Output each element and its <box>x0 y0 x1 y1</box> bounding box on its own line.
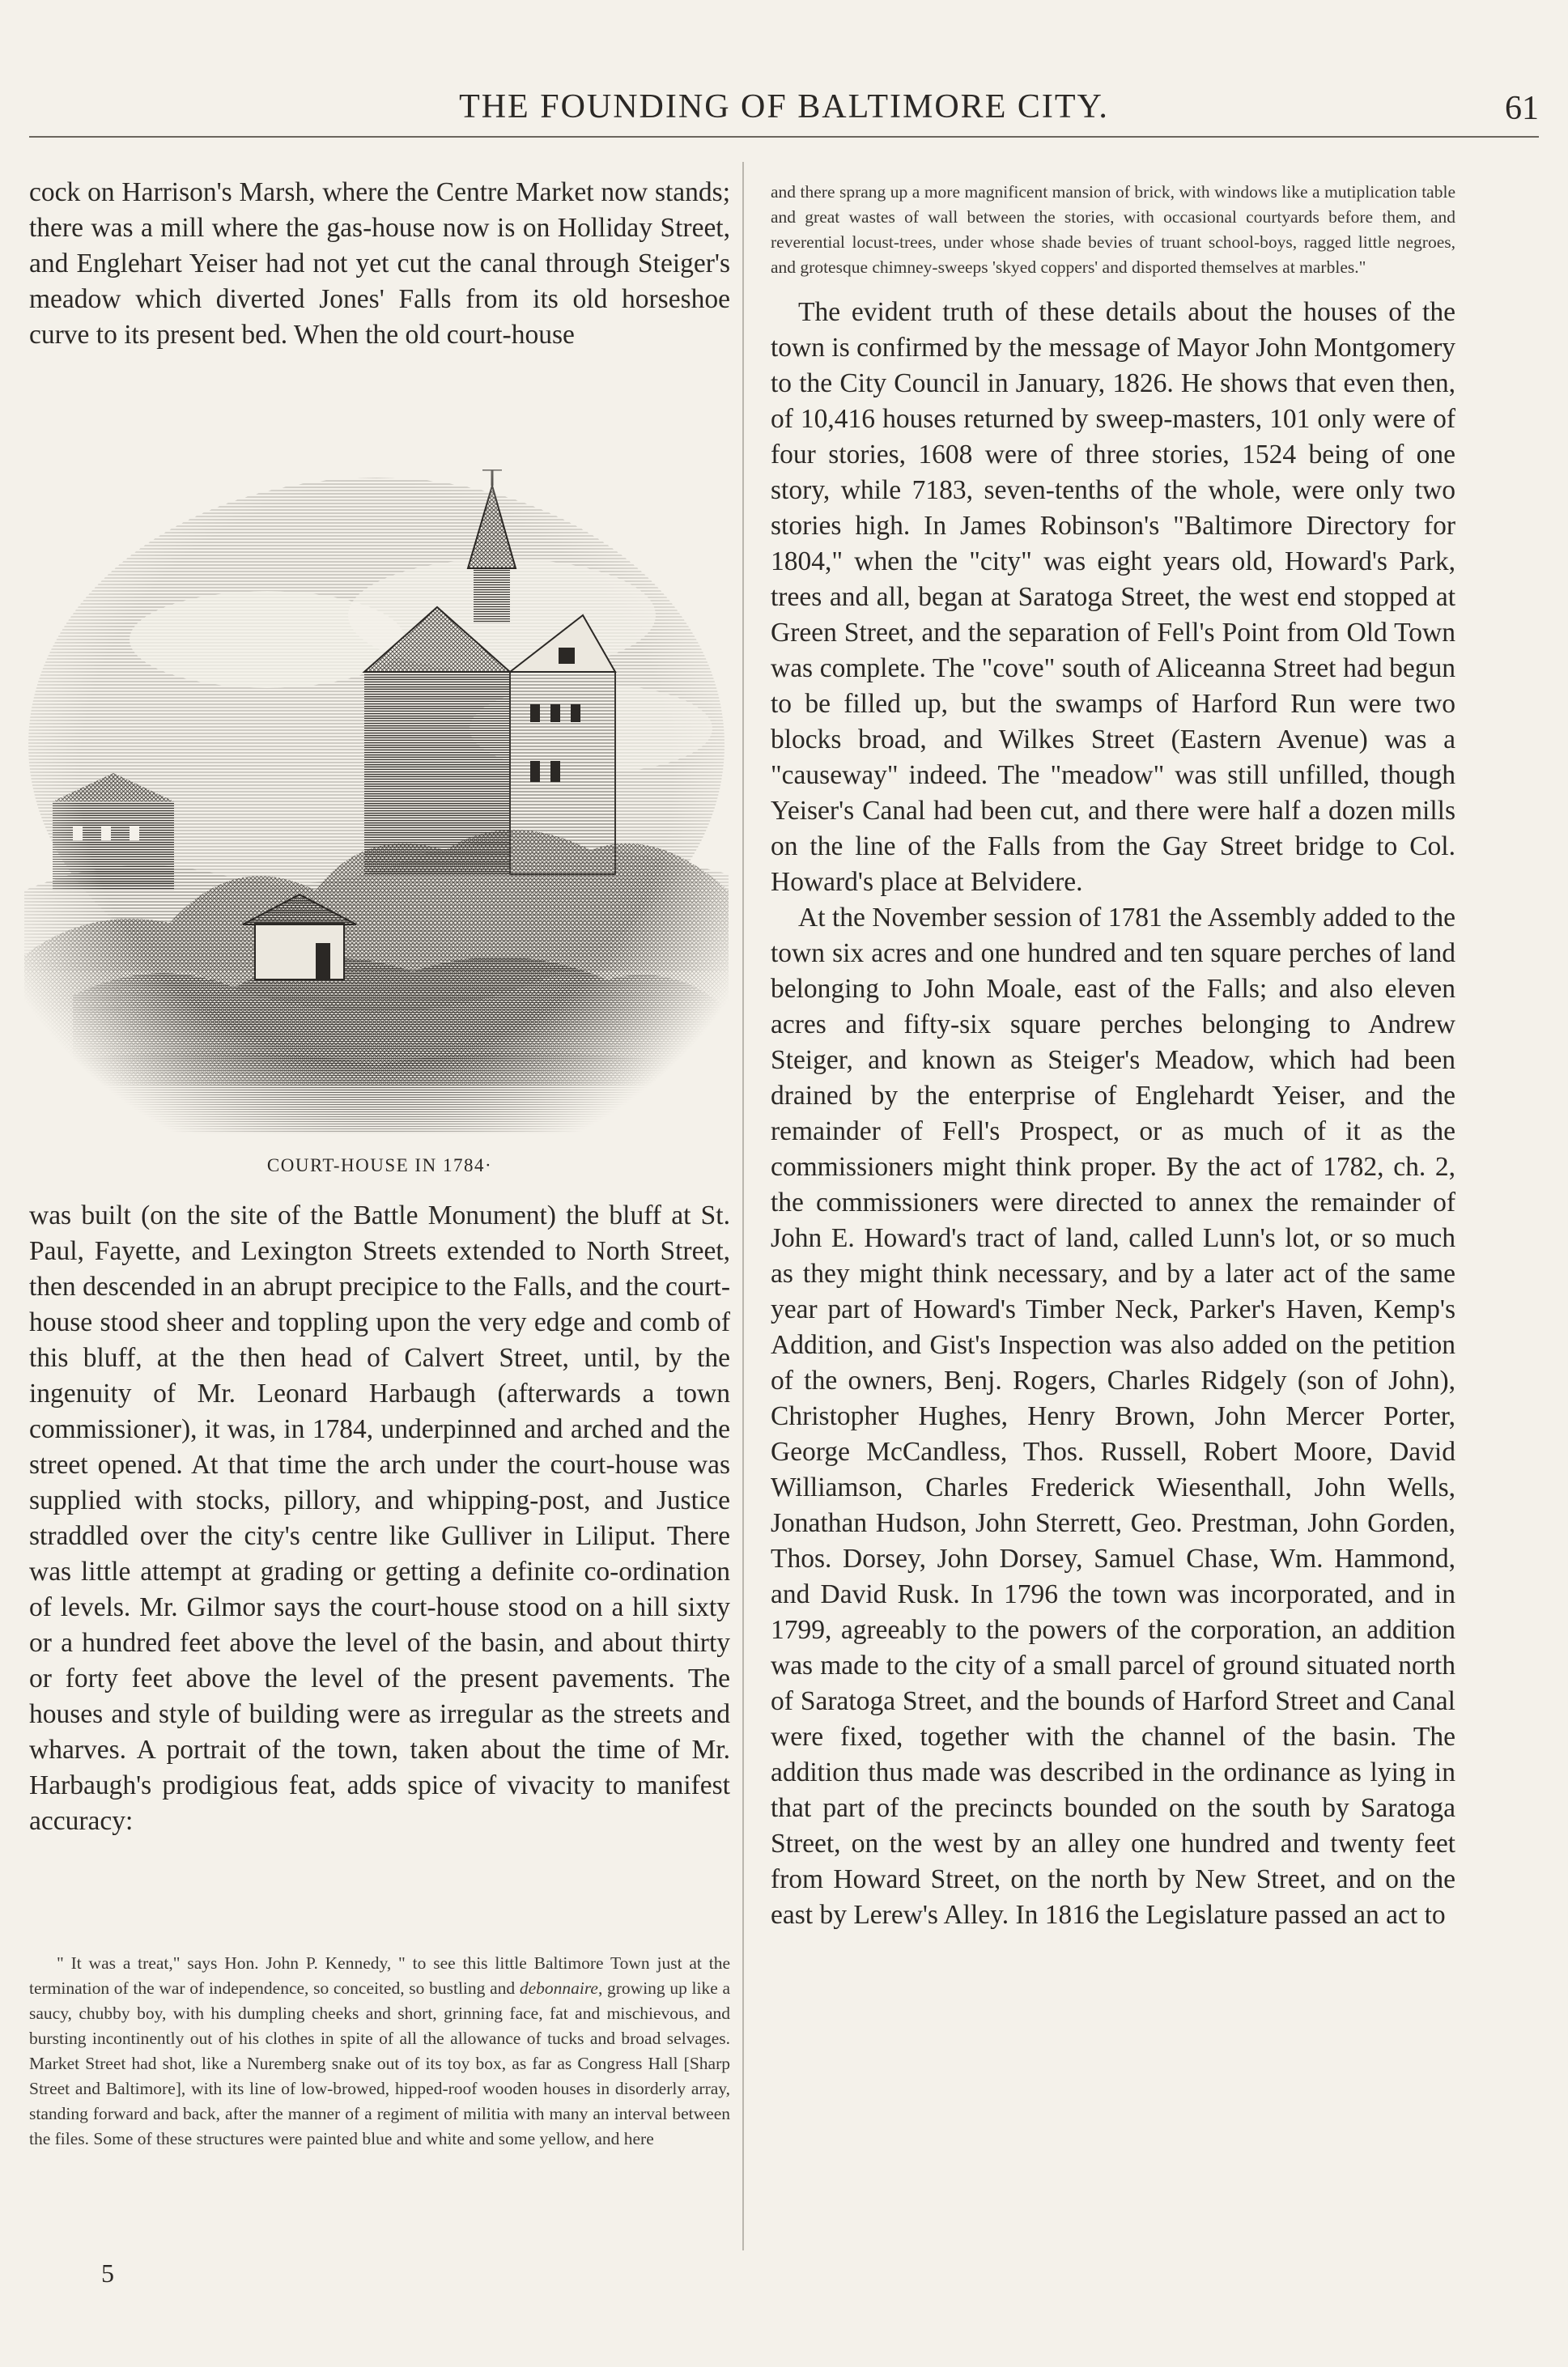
figure-caption: COURT-HOUSE IN 1784· <box>266 1155 493 1175</box>
court-house-engraving <box>24 470 729 1150</box>
quote-text-part2: , growing up like a saucy, chubby boy, with his dumpling cheeks and short, grinning face, fat and mischievous, and bursting incontinently out of his clothes in spite of all the allowance of tucks and broad selvages. Market Street had shot, like a Nuremberg snake out of its toy box, as far as Congress Hall [Sharp Street and Baltimore], with its line of low-browed, hipped-roof wooden houses in disorderly array, standing forward and back, after the manner of a regiment of militia with many an interval between the files. Some of these structures were painted blue and white and some yellow, and here <box>29 1978 730 2148</box>
left-column-quote <box>29 1951 730 2152</box>
quote-italic-word: debonnaire <box>519 1978 598 1998</box>
signature-mark: 5 <box>101 2259 114 2288</box>
running-head <box>29 87 1539 138</box>
paragraph-assembly: At the November session of 1781 the Assembly added to the town six acres and one hundred and ten square perches of land belonging to John Moale, east of the Falls; and also eleven acres and fifty-six square perches belonging to Andrew Steiger, and known as Steiger's Meadow, which had been drained by the enterprise of Englehardt Yeiser, and the remainder of Fell's Prospect, or as much of it as the commissioners might think proper. By the act of 1782, ch. 2, the commissioners were directed to annex the remainder of John E. Howard's tract of land, called Lunn's lot, or so much as they might think necessary, and by a later act of the same year part of Howard's Timber Neck, Parker's Haven, Kemp's Addition, and Gist's Inspection was also added on the petition of the owners, Benj. Rogers, Charles Ridgely (son of John), Christopher Hughes, Henry Brown, John Mercer Porter, George McCandless, Thos. Russell, Robert Moore, David Williamson, Charles Frederick Wiesenthall, John Wells, Jonathan Hudson, John Sterrett, Geo. Prestman, John Gorden, Thos. Dorsey, John Dorsey, Samuel Chase, Wm. Hammond, and David Rusk. In 1796 the town was incorporated, and in 1799, agreeably to the powers of the corporation, an addition was made to the city of a small parcel of ground situated north of Saratoga Street, and the bounds of Harford Street and Canal were fixed, together with the channel of the basin. The addition thus made was described in the ordinance as lying in that part of the precincts bounded on the south by Saratoga Street, on the west by an alley one hundred and twenty feet from Howard Street, on the north by New Street, and on the east by Lerew's Alley. In 1816 the Legislature passed an act to <box>771 903 1455 1930</box>
paragraph-houses: The evident truth of these details about the houses of the town is confirmed by the message of Mayor John Montgomery to the City Council in January, 1826. He shows that even then, of 10,416 houses returned by sweep-masters, 101 only were of four stories, 1608 were of three stories, 1524 being of one story, while 7183, seven-tenths of the whole, were only two stories high. In James Robinson's "Baltimore Directory for 1804," when the "city" was eight years old, Howard's Park, trees and all, began at Saratoga Street, the west end stopped at Green Street, and the separation of Fell's Point from Old Town was complete. The "cove" south of Aliceanna Street had begun to be filled up, but the swamps of Harford Run were two blocks broad, and Wilkes Street (Eastern Avenue) was a "causeway" indeed. The "meadow" was still unfilled, though Yeiser's Canal had been cut, and there were half a dozen mills on the line of the Falls from the Gay Street bridge to Col. Howard's place at Belvidere. <box>771 297 1455 897</box>
paragraph-top-left: cock on Harrison's Marsh, where the Centre Market now stands; there was a mill where the gas-house now is on Holliday Street, and Englehart Yeiser had not yet cut the canal through Steiger's meadow which diverted Jones' Falls from its old horseshoe curve to its present bed. When the old court-house <box>29 177 730 350</box>
kennedy-quote-continued: and there sprang up a more magnificent mansion of brick, with windows like a mutiplication table and great wastes of wall between the stories, with occasional courtyards before them, and reverential locust-trees, under whose shade bevies of truant school-boys, ragged little negroes, and grotesque chimney-sweeps 'skyed coppers' and disported themselves at marbles." <box>771 182 1455 277</box>
left-column-top <box>29 175 730 353</box>
quote-text-part1: " It was a treat," says Hon. John P. Kennedy, " to see this little Baltimore Town just at the termination of the war of independence, so conceited, so bustling and <box>29 1953 730 1998</box>
kennedy-quote <box>29 1951 730 2152</box>
column-divider <box>742 162 744 2250</box>
left-column-body <box>29 1198 730 1839</box>
paragraph-court-house: was built (on the site of the Battle Monument) the bluff at St. Paul, Fayette, and Lexington Streets extended to North Street, then descended in an abrupt precipice to the Falls, and the court-house stood sheer and toppling upon the very edge and comb of this bluff, at the then head of Calvert Street, until, by the ingenuity of Mr. Leonard Harbaugh (afterwards a town commissioner), it was, in 1784, underpinned and arched and the street opened. At that time the arch under the court-house was supplied with stocks, pillory, and whipping-post, and Justice straddled over the city's centre like Gulliver in Liliput. There was little attempt at grading or getting a definite co-ordination of levels. Mr. Gilmor says the court-house stood on a hill sixty or a hundred feet above the level of the basin, and about thirty or forty feet above the level of the present pavements. The houses and style of building were as irregular as the streets and wharves. A portrait of the town, taken about the time of Mr. Harbaugh's prodigious feat, adds spice of vivacity to manifest accuracy: <box>29 1200 730 1836</box>
right-column <box>771 180 1455 1933</box>
page-number: 61 <box>1505 90 1539 127</box>
running-title: THE FOUNDING OF BALTIMORE CITY. <box>459 88 1109 125</box>
